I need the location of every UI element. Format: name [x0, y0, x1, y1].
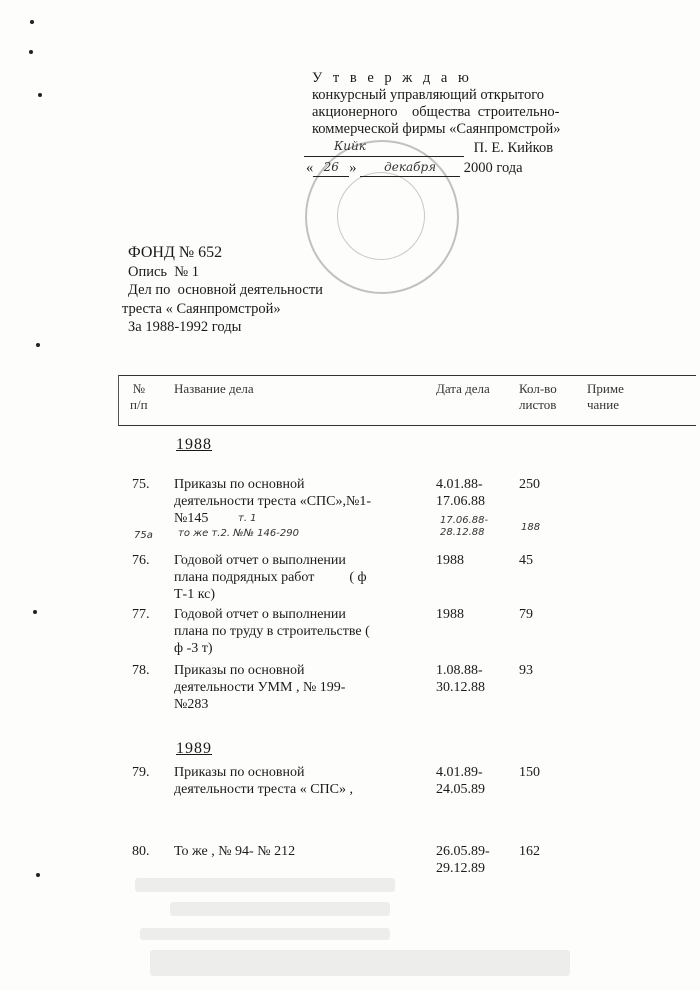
- handwritten-signature: Кийк: [334, 139, 366, 153]
- header-date: Дата дела: [436, 381, 490, 396]
- row-79-name: Приказы по основной деятельности треста « СПС» ,: [174, 765, 353, 797]
- row-80-count: 162: [519, 844, 540, 859]
- row-77-date: 1988: [436, 607, 464, 622]
- speck: [36, 873, 40, 877]
- row-78-count: 93: [519, 663, 533, 678]
- erased-area: [140, 928, 390, 940]
- speck: [29, 50, 33, 54]
- row-77-count: 79: [519, 607, 533, 622]
- header-note: Приме чание: [587, 381, 624, 412]
- handwritten-tom: т. 1: [238, 513, 257, 524]
- approval-line-3: коммерческой фирмы «Саянпромстрой»: [312, 121, 561, 137]
- row-76-date: 1988: [436, 553, 464, 568]
- speck: [38, 93, 42, 97]
- fond-line-1: Дел по основной деятельности: [128, 282, 323, 298]
- date-day: 26: [313, 159, 349, 177]
- row-79-count: 150: [519, 765, 540, 780]
- date-month: декабря: [360, 159, 460, 177]
- approval-line-2: акционерного общества строительно-: [312, 104, 560, 120]
- quote-close: »: [349, 160, 357, 176]
- fond-period: За 1988-1992 годы: [128, 319, 242, 335]
- quote-open: «: [306, 160, 314, 176]
- approval-block: [306, 70, 561, 177]
- row-78-num: 78.: [132, 663, 150, 678]
- row-76-name: Годовой отчет о выполнении плана подрядных работ ( ф Т-1 кс): [174, 553, 367, 602]
- fond-line-2: треста « Саянпромстрой»: [122, 300, 281, 317]
- row-77-num: 77.: [132, 607, 150, 622]
- date-year: 2000 года: [463, 160, 523, 176]
- fond-title: ФОНД № 652: [128, 244, 223, 261]
- table-left-border: [118, 375, 119, 425]
- row-75-name: Приказы по основной деятельности треста «СПС»,№1- №145: [174, 477, 372, 526]
- row-80-num: 80.: [132, 844, 150, 859]
- table-header-rule: [118, 425, 696, 426]
- header-name: Название дела: [174, 381, 254, 396]
- handwritten-name: то же т.2. №№ 146-290: [178, 528, 299, 539]
- year-1989: 1989: [176, 740, 212, 757]
- speck: [30, 20, 34, 24]
- row-75-date: 4.01.88- 17.06.88: [436, 477, 485, 509]
- row-77-name: Годовой отчет о выполнении плана по труду в строительстве ( ф -3 т): [174, 607, 370, 656]
- row-79-date: 4.01.89- 24.05.89: [436, 765, 485, 797]
- opis: Опись № 1: [128, 263, 199, 280]
- row-80-name: То же , № 94- № 212: [174, 844, 296, 859]
- row-76-num: 76.: [132, 553, 150, 568]
- handwritten-num: 75а: [134, 530, 153, 541]
- approval-header: У т в е р ж д а ю: [312, 70, 473, 86]
- signer-name: П. Е. Кийков: [473, 140, 554, 156]
- row-76-count: 45: [519, 553, 533, 568]
- erased-area: [135, 878, 395, 892]
- table-top-rule: [118, 375, 696, 376]
- row-79-num: 79.: [132, 765, 150, 780]
- row-78-name: Приказы по основной деятельности УММ , № 199- №283: [174, 663, 346, 712]
- handwritten-date: 17.06.88- 28.12.88: [440, 515, 489, 538]
- fond-block: [122, 244, 323, 337]
- row-75-num: 75.: [132, 477, 150, 492]
- speck: [36, 343, 40, 347]
- speck: [33, 610, 37, 614]
- year-1988: 1988: [176, 436, 212, 453]
- approval-line-1: конкурсный управляющий открытого: [312, 87, 545, 103]
- row-75-count: 250: [519, 477, 540, 492]
- header-count: Кол-во листов: [519, 381, 557, 412]
- handwritten-count: 188: [521, 522, 541, 533]
- row-78-date: 1.08.88- 30.12.88: [436, 663, 485, 695]
- header-num: № п/п: [130, 381, 148, 412]
- row-80-date: 26.05.89- 29.12.89: [436, 844, 490, 876]
- erased-area: [150, 950, 570, 976]
- erased-area: [170, 902, 390, 916]
